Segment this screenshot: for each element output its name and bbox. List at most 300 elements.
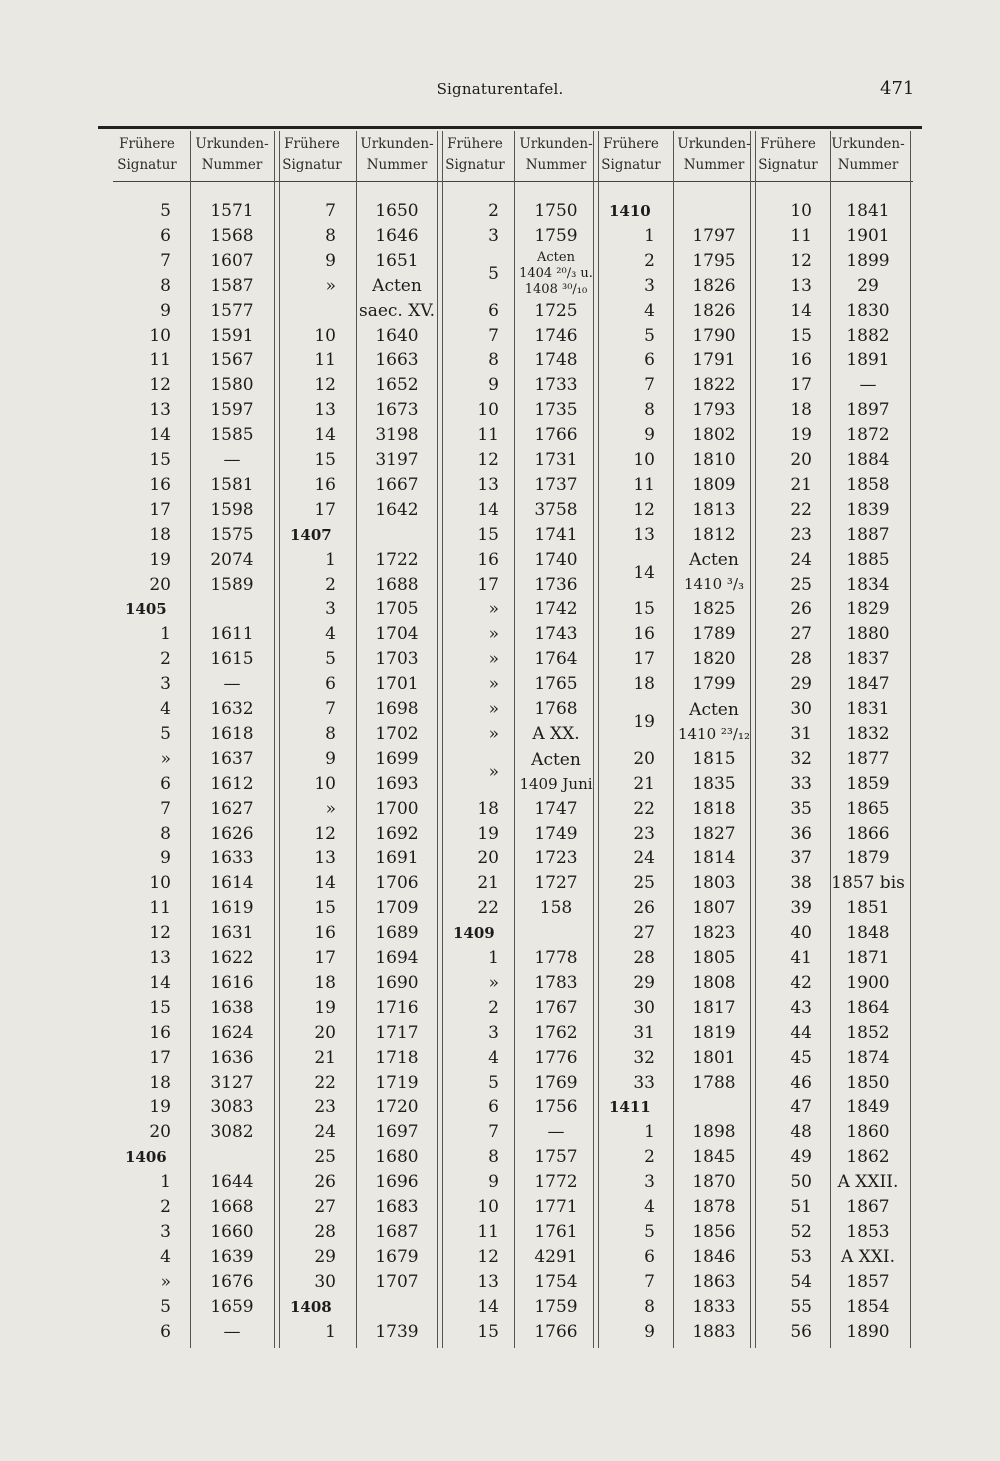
document-number: 1878 (692, 1197, 736, 1217)
document-number: 1762 (534, 1022, 578, 1043)
document-number: 1874 (846, 1047, 890, 1068)
former-signature: » (488, 723, 499, 744)
former-signature: 33 (633, 1072, 655, 1093)
former-signature: 5 (644, 325, 655, 346)
former-signature: 14 (633, 562, 655, 583)
former-signature: 7 (325, 699, 336, 719)
document-number: 2074 (210, 549, 254, 570)
document-number: — (547, 1122, 565, 1143)
acten-line: Acten (531, 749, 581, 770)
former-signature: » (160, 748, 171, 769)
former-signature: 19 (633, 711, 655, 732)
top-rule (98, 126, 922, 129)
former-signature: 17 (149, 1047, 171, 1068)
document-number: 1696 (375, 1172, 419, 1193)
former-signature: 6 (325, 674, 336, 695)
document-number: 1735 (534, 400, 578, 421)
former-signature: 8 (488, 350, 499, 371)
column-header-nummer (675, 134, 753, 176)
former-signature: 13 (314, 848, 336, 869)
header-line: Urkunden- (831, 136, 905, 152)
acten-line: 1410 ²³/₁₂ (677, 724, 751, 743)
former-signature: 10 (314, 773, 336, 794)
document-number: 1633 (210, 848, 254, 869)
document-number: 1679 (375, 1246, 419, 1267)
former-signature: 8 (160, 275, 171, 296)
former-signature: 20 (314, 1022, 336, 1043)
document-number: 1585 (210, 425, 254, 446)
document-number: 1870 (692, 1172, 736, 1193)
former-signature: 23 (314, 1097, 336, 1118)
year-heading: 1410 (609, 202, 651, 220)
former-signature: 4 (644, 1197, 655, 1217)
former-signature: 27 (314, 1197, 336, 1217)
former-signature: 43 (790, 997, 812, 1018)
document-number: 1707 (375, 1271, 419, 1292)
document-number: 1879 (846, 848, 890, 869)
document-number: 1867 (846, 1197, 890, 1217)
former-signature: 15 (477, 1321, 499, 1342)
former-signature: 3 (160, 1221, 171, 1242)
former-signature: » (488, 624, 499, 645)
document-number: 1802 (692, 425, 736, 446)
acten-entry (510, 747, 602, 797)
former-signature: 1 (644, 225, 655, 246)
document-number: 1702 (375, 723, 419, 744)
former-signature: 18 (477, 798, 499, 819)
former-signature: 4 (160, 1246, 171, 1267)
document-number: 1627 (210, 798, 254, 819)
document-number: 1820 (692, 649, 736, 670)
document-number: 1626 (210, 823, 254, 844)
document-number: A XXII. (837, 1172, 899, 1193)
document-number: 1857 (846, 1271, 890, 1292)
former-signature: 48 (790, 1122, 812, 1143)
acten-line: 1408 ³⁰/₁₀ (524, 281, 588, 297)
former-signature: 11 (477, 425, 499, 446)
document-number: 1837 (846, 649, 890, 670)
document-number: 1769 (534, 1072, 578, 1093)
former-signature: 6 (488, 300, 499, 321)
former-signature: 26 (314, 1172, 336, 1193)
former-signature: 25 (314, 1147, 336, 1168)
former-signature: 7 (488, 1122, 499, 1143)
former-signature: 2 (644, 1147, 655, 1168)
document-number: 1624 (210, 1022, 254, 1043)
document-number: 1742 (534, 599, 578, 620)
former-signature: 13 (314, 400, 336, 421)
former-signature: 53 (790, 1246, 812, 1267)
document-number: 1766 (534, 425, 578, 446)
document-number: 1803 (692, 873, 736, 894)
document-number: 1899 (846, 250, 890, 271)
former-signature: 2 (644, 250, 655, 271)
former-signature: 17 (633, 649, 655, 670)
document-number: 3082 (210, 1122, 254, 1143)
document-number: 1659 (210, 1296, 254, 1317)
header-line: Frühere (760, 136, 816, 152)
former-signature: 1 (325, 549, 336, 570)
document-number: 1766 (534, 1321, 578, 1342)
former-signature: 15 (149, 450, 171, 470)
acten-entry (669, 697, 759, 747)
column-header-signatur (589, 134, 673, 176)
document-number: 1598 (210, 499, 254, 520)
former-signature: 5 (488, 1072, 499, 1093)
document-number: — (223, 674, 241, 695)
document-number: 1812 (692, 524, 736, 545)
document-number: 1736 (534, 574, 578, 595)
document-number: 1632 (210, 699, 254, 719)
former-signature: 13 (477, 474, 499, 495)
former-signature: 3 (644, 275, 655, 296)
acten-line: 1410 ³/₃ (683, 575, 745, 594)
document-number: 1864 (846, 997, 890, 1018)
document-number: 1866 (846, 823, 890, 844)
document-number: 1898 (692, 1122, 736, 1143)
former-signature: 14 (790, 300, 812, 321)
document-number: 1826 (692, 275, 736, 296)
document-number: 1687 (375, 1221, 419, 1242)
document-number: 1883 (692, 1321, 736, 1342)
former-signature: » (488, 599, 499, 620)
former-signature: 12 (633, 499, 655, 520)
former-signature: 18 (314, 972, 336, 993)
former-signature: 8 (488, 1147, 499, 1168)
year-heading: 1408 (290, 1297, 332, 1316)
former-signature: 12 (314, 823, 336, 844)
acten-entry (510, 249, 602, 299)
former-signature: 20 (149, 1122, 171, 1143)
former-signature: 28 (633, 948, 655, 968)
former-signature: 16 (314, 474, 336, 495)
document-number: 1797 (692, 225, 736, 246)
former-signature: 6 (160, 1321, 171, 1342)
former-signature: » (488, 699, 499, 719)
former-signature: 18 (633, 674, 655, 695)
column-divider (910, 131, 911, 1348)
former-signature: » (488, 972, 499, 993)
document-number: 1690 (375, 972, 419, 993)
column-header-signatur (270, 134, 354, 176)
column-divider (514, 131, 515, 1348)
document-number: 1705 (375, 599, 419, 620)
document-number: 1754 (534, 1271, 578, 1292)
column-header-nummer (356, 134, 438, 176)
header-line: Frühere (603, 136, 659, 152)
document-number: 1567 (210, 350, 254, 371)
document-number: 1639 (210, 1246, 254, 1267)
former-signature: 29 (790, 674, 812, 695)
former-signature: 9 (488, 1172, 499, 1193)
document-number: 1808 (692, 972, 736, 993)
document-number: 1581 (210, 474, 254, 495)
column-header-nummer (191, 134, 273, 176)
document-number: 1749 (534, 823, 578, 844)
former-signature: 9 (488, 375, 499, 396)
header-line: Nummer (683, 157, 745, 173)
former-signature: 15 (314, 450, 336, 470)
document-number: 1676 (210, 1271, 254, 1292)
former-signature: 8 (325, 723, 336, 744)
document-number: 1835 (692, 773, 736, 794)
document-number: 1699 (375, 748, 419, 769)
former-signature: 10 (149, 873, 171, 894)
document-number: 1764 (534, 649, 578, 670)
former-signature: 6 (160, 773, 171, 794)
document-number: — (859, 375, 877, 396)
former-signature: 50 (790, 1172, 812, 1193)
former-signature: » (325, 798, 336, 819)
document-number: 1858 (846, 474, 890, 495)
document-number: 1571 (210, 201, 254, 221)
document-number: 1756 (534, 1097, 578, 1118)
document-number: 1813 (692, 499, 736, 520)
former-signature: 46 (790, 1072, 812, 1093)
former-signature: 31 (790, 723, 812, 744)
former-signature: 2 (325, 574, 336, 595)
document-number: 1776 (534, 1047, 578, 1068)
former-signature: 19 (790, 425, 812, 446)
document-number: 1701 (375, 674, 419, 695)
former-signature: 13 (633, 524, 655, 545)
document-number: 1887 (846, 524, 890, 545)
former-signature: 10 (633, 450, 655, 470)
former-signature: 2 (160, 1197, 171, 1217)
header-line: Urkunden- (360, 136, 434, 152)
document-number: 1778 (534, 948, 578, 968)
header-line: Urkunden- (195, 136, 269, 152)
former-signature: 19 (314, 997, 336, 1018)
header-line: Frühere (284, 136, 340, 152)
year-heading: 1406 (125, 1148, 167, 1167)
document-number: 1694 (375, 948, 419, 968)
former-signature: 36 (790, 823, 812, 844)
document-number: 1631 (210, 923, 254, 944)
document-number: 1747 (534, 798, 578, 819)
document-number: 1825 (692, 599, 736, 620)
former-signature: 7 (160, 250, 171, 271)
former-signature: 26 (790, 599, 812, 620)
former-signature: 14 (149, 425, 171, 446)
document-number: 1622 (210, 948, 254, 968)
former-signature: 22 (477, 898, 499, 919)
document-number: 1637 (210, 748, 254, 769)
column-header-signatur (105, 134, 189, 176)
former-signature: 8 (644, 1296, 655, 1317)
document-number: 1818 (692, 798, 736, 819)
former-signature: 11 (149, 898, 171, 919)
former-signature: 3 (325, 599, 336, 620)
document-number: 1823 (692, 923, 736, 944)
document-number: 1768 (534, 699, 578, 719)
former-signature: 19 (149, 549, 171, 570)
acten-line: 1409 Juni (519, 774, 593, 793)
former-signature: 1 (160, 624, 171, 645)
former-signature: 20 (477, 848, 499, 869)
document-number: 1829 (846, 599, 890, 620)
document-number: 1719 (375, 1072, 419, 1093)
former-signature: 47 (790, 1097, 812, 1118)
former-signature: 3 (488, 1022, 499, 1043)
document-number: 1890 (846, 1321, 890, 1342)
former-signature: 10 (477, 1197, 499, 1217)
former-signature: 18 (149, 524, 171, 545)
document-number: 1846 (692, 1246, 736, 1267)
former-signature: 9 (160, 300, 171, 321)
former-signature: 38 (790, 873, 812, 894)
document-number: A XXI. (840, 1246, 895, 1267)
document-number: 1805 (692, 948, 736, 968)
former-signature: 10 (314, 325, 336, 346)
page-number: 471 (880, 78, 915, 99)
former-signature: 28 (314, 1221, 336, 1242)
document-number: 1706 (375, 873, 419, 894)
former-signature: 19 (477, 823, 499, 844)
former-signature: 16 (790, 350, 812, 371)
document-number: 1743 (534, 624, 578, 645)
former-signature: 39 (790, 898, 812, 919)
document-number: 4291 (534, 1246, 578, 1267)
document-number: 1815 (692, 748, 736, 769)
former-signature: 16 (633, 624, 655, 645)
former-signature: 12 (314, 375, 336, 396)
former-signature: 5 (160, 1296, 171, 1317)
former-signature: 5 (160, 723, 171, 744)
header-line: Nummer (201, 157, 263, 173)
former-signature: 11 (477, 1221, 499, 1242)
document-number: 1646 (375, 225, 419, 246)
document-number: 3083 (210, 1097, 254, 1118)
former-signature: 11 (633, 474, 655, 495)
former-signature: 2 (160, 649, 171, 670)
document-number: 1611 (210, 624, 254, 645)
former-signature: 55 (790, 1296, 812, 1317)
document-number: 1607 (210, 250, 254, 271)
header-line: Nummer (837, 157, 899, 173)
document-number: 1822 (692, 375, 736, 396)
document-number: 1587 (210, 275, 254, 296)
document-number: 1642 (375, 499, 419, 520)
document-number: — (223, 1321, 241, 1342)
header-line: Signatur (758, 157, 818, 173)
former-signature: 7 (325, 201, 336, 221)
former-signature: 20 (633, 748, 655, 769)
former-signature: 51 (790, 1197, 812, 1217)
document-number: 1693 (375, 773, 419, 794)
former-signature: 30 (633, 997, 655, 1018)
header-line: Nummer (525, 157, 587, 173)
document-number: 1580 (210, 375, 254, 396)
former-signature: 15 (314, 898, 336, 919)
document-number: 1865 (846, 798, 890, 819)
document-number: 1618 (210, 723, 254, 744)
document-number: 1717 (375, 1022, 419, 1043)
former-signature: 18 (149, 1072, 171, 1093)
document-number: 1834 (846, 574, 890, 595)
former-signature: 28 (790, 649, 812, 670)
former-signature: 5 (488, 263, 499, 284)
document-number: 1859 (846, 773, 890, 794)
document-number: 1832 (846, 723, 890, 744)
former-signature: 25 (790, 574, 812, 595)
former-signature: 6 (644, 350, 655, 371)
former-signature: 7 (644, 1271, 655, 1292)
document-number: 1577 (210, 300, 254, 321)
former-signature: 21 (633, 773, 655, 794)
document-number: 1680 (375, 1147, 419, 1168)
former-signature: 14 (314, 873, 336, 894)
acten-line: Acten (537, 249, 575, 265)
former-signature: 4 (644, 300, 655, 321)
former-signature: 9 (325, 748, 336, 769)
header-line: Signatur (445, 157, 505, 173)
former-signature: 12 (790, 250, 812, 271)
former-signature: 35 (790, 798, 812, 819)
document-number: 3198 (375, 425, 419, 446)
document-number: 1863 (692, 1271, 736, 1292)
header-line: Signatur (117, 157, 177, 173)
former-signature: 2 (488, 201, 499, 221)
former-signature: 52 (790, 1221, 812, 1242)
document-number: 29 (857, 275, 879, 296)
header-line: Urkunden- (677, 136, 751, 152)
document-number: 1644 (210, 1172, 254, 1193)
document-number: 1839 (846, 499, 890, 520)
document-number: 1663 (375, 350, 419, 371)
document-number: 1673 (375, 400, 419, 421)
former-signature: 29 (314, 1246, 336, 1267)
former-signature: 2 (488, 997, 499, 1018)
document-number: 1882 (846, 325, 890, 346)
document-number: 1901 (846, 225, 890, 246)
former-signature: 16 (314, 923, 336, 944)
document-number: 1746 (534, 325, 578, 346)
document-number: 1651 (375, 250, 419, 271)
former-signature: 25 (633, 873, 655, 894)
acten-line: Acten (689, 550, 739, 571)
former-signature: 7 (488, 325, 499, 346)
document-number: 1737 (534, 474, 578, 495)
former-signature: 1 (325, 1321, 336, 1342)
header-line: Nummer (366, 157, 428, 173)
former-signature: 10 (149, 325, 171, 346)
document-number: 1783 (534, 972, 578, 993)
document-number: 3197 (375, 450, 419, 470)
document-number: 1700 (375, 798, 419, 819)
former-signature: 4 (160, 699, 171, 719)
document-number: 1793 (692, 400, 736, 421)
former-signature: 16 (477, 549, 499, 570)
former-signature: 7 (644, 375, 655, 396)
former-signature: 1 (488, 948, 499, 968)
header-line: Urkunden- (519, 136, 593, 152)
former-signature: 31 (633, 1022, 655, 1043)
former-signature: 3 (160, 674, 171, 695)
document-number: 1897 (846, 400, 890, 421)
document-number: 1847 (846, 674, 890, 695)
acten-entry (669, 548, 759, 598)
former-signature: 5 (325, 649, 336, 670)
former-signature: 15 (477, 524, 499, 545)
document-number: 1597 (210, 400, 254, 421)
header-line: Signatur (601, 157, 661, 173)
document-number: 1849 (846, 1097, 890, 1118)
document-number: 1720 (375, 1097, 419, 1118)
former-signature: 6 (488, 1097, 499, 1118)
document-number: — (223, 450, 241, 470)
document-number: 1862 (846, 1147, 890, 1168)
